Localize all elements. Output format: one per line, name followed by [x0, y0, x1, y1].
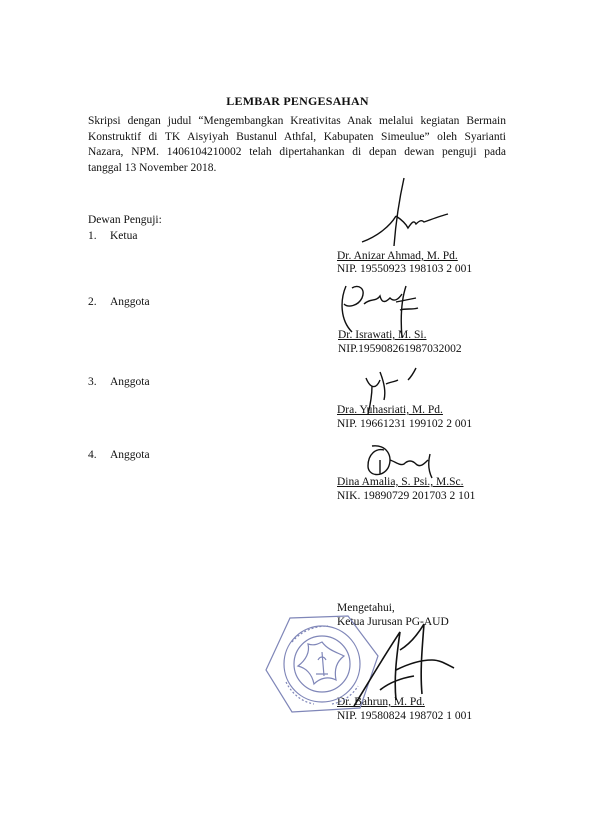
member-name: Dr. Israwati, M. Si. — [338, 329, 427, 341]
approval-nip: NIP. 19580824 198702 1 001 — [337, 710, 473, 722]
member-number: 2. — [88, 296, 97, 308]
member-name: Dr. Anizar Ahmad, M. Pd. — [337, 250, 458, 262]
member-role: Ketua — [110, 230, 138, 242]
member-role: Anggota — [110, 449, 150, 461]
member-name: Dina Amalia, S. Psi., M.Sc. — [337, 476, 464, 488]
approval-paragraph — [88, 114, 506, 176]
member-nip: NIP. 19550923 198103 2 001 — [337, 263, 473, 275]
paragraph-line: Skripsi dengan judul “Mengembangkan Kreativitas Anak melalui kegiatan Bermain — [88, 115, 506, 127]
member-nip: NIK. 19890729 201703 2 101 — [337, 490, 476, 502]
paragraph-line: Konstruktif di TK Aisyiyah Bustanul Athfal, Kabupaten Simeulue” oleh Syarianti — [88, 130, 506, 143]
member-nip: NIP. 19661231 199102 2 001 — [337, 418, 473, 430]
approval-position: Ketua Jurusan PG-AUD — [337, 616, 449, 628]
member-role: Anggota — [110, 376, 150, 388]
signature-icon — [360, 176, 450, 256]
member-name: Dra. Yuhasriati, M. Pd. — [337, 404, 443, 416]
page-title: LEMBAR PENGESAHAN — [226, 94, 369, 108]
member-nip: NIP.195908261987032002 — [338, 343, 462, 355]
paragraph-line: tanggal 13 November 2018. — [88, 161, 217, 174]
signature-icon — [362, 440, 442, 484]
signature-icon — [336, 280, 426, 342]
approval-name: Dr. Bahrun, M. Pd. — [337, 696, 425, 708]
signature-icon — [350, 620, 460, 710]
signature-icon — [360, 366, 440, 416]
member-number: 4. — [88, 449, 97, 461]
approval-label: Mengetahui, — [337, 602, 395, 614]
member-number: 1. — [88, 230, 97, 242]
paragraph-line: Nazara, NPM. 1406104210002 telah dipertahankan di depan dewan penguji pada — [88, 146, 506, 158]
panel-heading: Dewan Penguji: — [88, 214, 162, 226]
member-role: Anggota — [110, 296, 150, 308]
member-number: 3. — [88, 376, 97, 388]
